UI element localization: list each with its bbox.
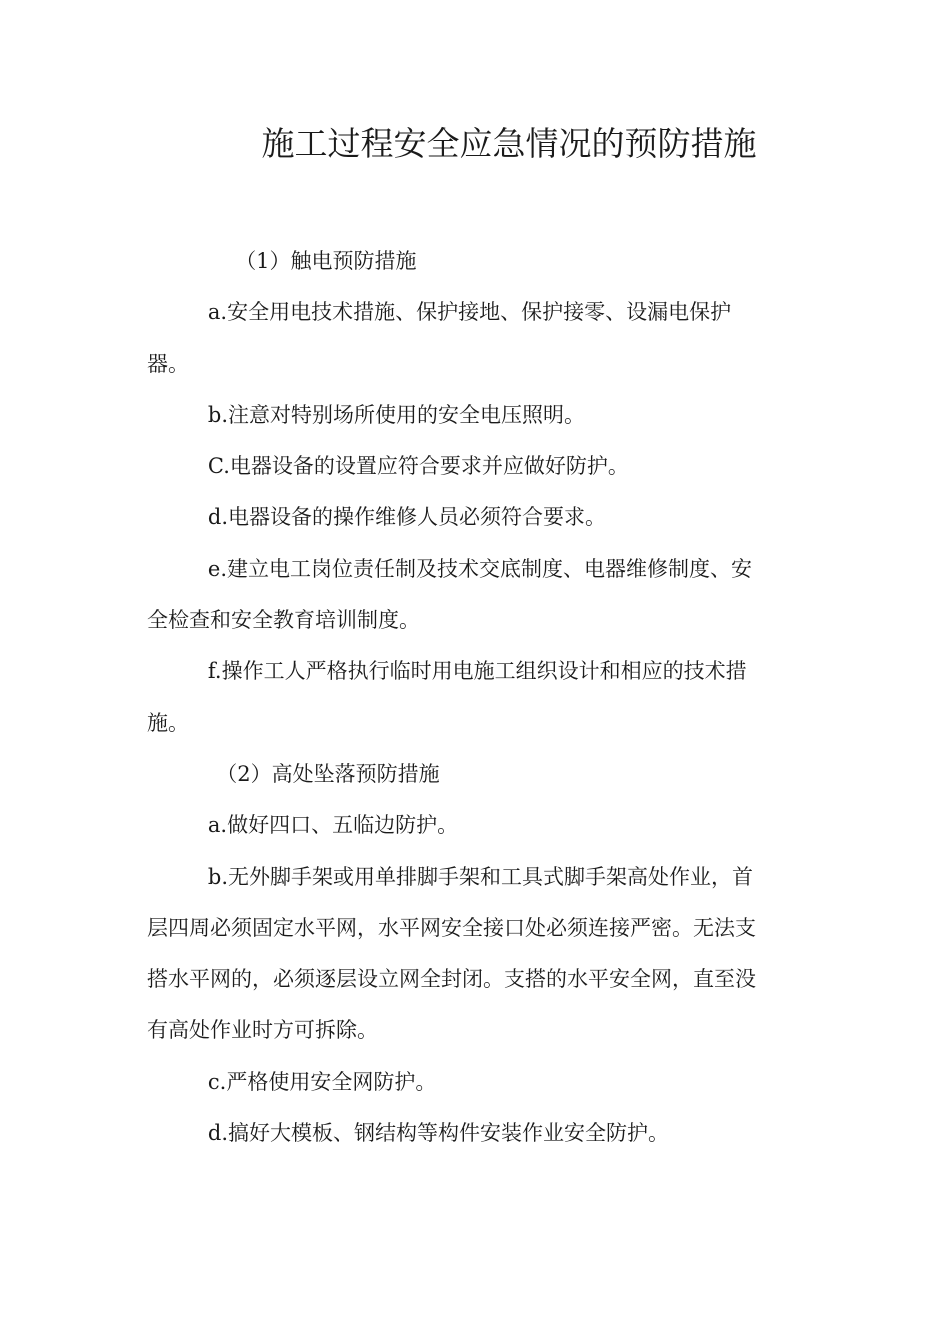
paragraph-line: e.建立电工岗位责任制及技术交底制度、电器维修制度、安 bbox=[207, 556, 752, 581]
document-title: 施工过程安全应急情况的预防措施 bbox=[261, 124, 757, 163]
paragraph-line: 搭水平网的，必须逐层设立网全封闭。支搭的水平安全网，直至没 bbox=[147, 967, 756, 992]
paragraph-s1-e bbox=[147, 544, 797, 647]
paragraph-s1-a bbox=[147, 287, 797, 390]
document-body bbox=[147, 236, 797, 1159]
paragraph-s1-b: b.注意对特别场所使用的安全电压照明。 bbox=[207, 402, 586, 427]
paragraph-s1-f bbox=[147, 646, 797, 749]
paragraph-s2-a: a.做好四口、五临边防护。 bbox=[207, 813, 459, 838]
paragraph-line: 施。 bbox=[147, 710, 189, 735]
paragraph-line: f.操作工人严格执行临时用电施工组织设计和相应的技术措 bbox=[207, 659, 747, 684]
paragraph-s2-d: d.搞好大模板、钢结构等构件安装作业安全防护。 bbox=[207, 1121, 670, 1146]
paragraph-line: 层四周必须固定水平网，水平网安全接口处必须连接严密。无法支 bbox=[147, 915, 756, 940]
paragraph-s2-b bbox=[147, 852, 797, 1057]
paragraph-s1-c: C.电器设备的设置应符合要求并应做好防护。 bbox=[207, 454, 629, 479]
paragraph-s2-c: c.严格使用安全网防护。 bbox=[207, 1069, 437, 1094]
paragraph-line: 全检查和安全教育培训制度。 bbox=[147, 608, 420, 633]
paragraph-line: 有高处作业时方可拆除。 bbox=[147, 1018, 378, 1043]
paragraph-line: a.安全用电技术措施、保护接地、保护接零、设漏电保护 bbox=[207, 300, 732, 325]
paragraph-line: b.无外脚手架或用单排脚手架和工具式脚手架高处作业，首 bbox=[207, 864, 754, 889]
section-heading-fall-prevention: （2）高处坠落预防措施 bbox=[216, 761, 440, 786]
paragraph-line: 器。 bbox=[147, 351, 189, 376]
paragraph-s1-d: d.电器设备的操作维修人员必须符合要求。 bbox=[207, 505, 607, 530]
section-heading-electric-shock: （1）触电预防措施 bbox=[235, 249, 417, 273]
